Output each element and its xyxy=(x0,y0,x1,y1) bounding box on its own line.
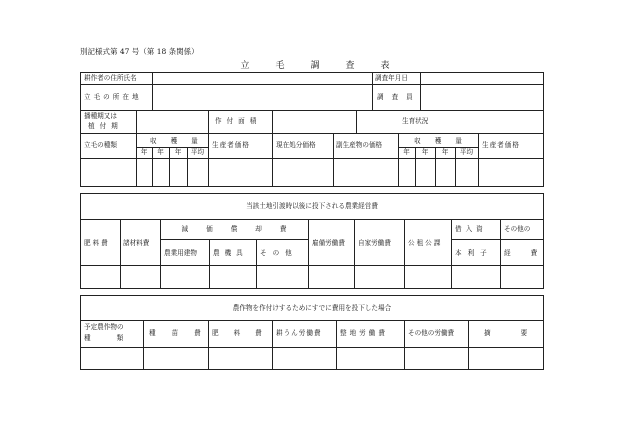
rule xyxy=(468,320,469,369)
hired-labor-label: 雇備労働費 xyxy=(312,239,345,247)
rule xyxy=(120,219,121,288)
materials-cost-label: 諸材料費 xyxy=(123,239,150,247)
average-b: 平均 xyxy=(459,148,474,156)
rule xyxy=(80,110,544,111)
rule xyxy=(272,133,273,186)
survey-date-label: 調査年月日 xyxy=(375,74,408,82)
rule xyxy=(80,288,544,289)
seedling-cost-label: 種苗費 xyxy=(149,329,217,337)
growth-label: 生育状況 xyxy=(402,117,429,125)
other-expenses-label-line2: 経費 xyxy=(504,249,558,257)
rule xyxy=(80,193,544,194)
section2-caption: 当該土地引渡時以後に投下される農業経営費 xyxy=(246,202,378,210)
farm-buildings-label: 農業用建物 xyxy=(164,249,197,257)
rule xyxy=(80,186,544,187)
leveling-labor-label: 整地労働費 xyxy=(340,329,388,337)
rule xyxy=(272,110,273,133)
form-title: 立毛調査表 xyxy=(240,61,416,71)
year-2: 年 xyxy=(157,148,164,156)
producer-price-label-2: 生産者価格 xyxy=(482,141,520,149)
rule xyxy=(80,72,81,186)
year-3: 年 xyxy=(174,148,182,156)
location-label: 立毛の所在地 xyxy=(84,93,142,101)
other-expenses-label-line1: その他の xyxy=(504,225,531,233)
year-1: 年 xyxy=(140,148,148,156)
rule xyxy=(404,320,405,369)
producer-price-label: 生産者価格 xyxy=(212,141,250,149)
disposal-price-label: 現在処分価格 xyxy=(276,141,316,149)
year-3b: 年 xyxy=(441,148,449,156)
summary-label: 摘要 xyxy=(484,329,558,337)
rule xyxy=(80,369,544,370)
planned-crop-label-line2: 種類 xyxy=(84,334,150,342)
rule xyxy=(333,133,334,186)
rule xyxy=(451,239,543,240)
fertilizer-cost-label-3: 肥料費 xyxy=(212,329,277,337)
rule xyxy=(356,110,357,133)
byproduct-price-label: 副生産物の価格 xyxy=(336,141,383,149)
rule xyxy=(208,320,209,369)
rule xyxy=(80,320,544,321)
rule xyxy=(543,72,544,186)
rule xyxy=(500,219,501,288)
rule xyxy=(160,239,308,240)
rule xyxy=(80,133,544,134)
owner-label: 耕作者の住所氏名 xyxy=(84,74,137,82)
rule xyxy=(80,265,544,266)
rule xyxy=(451,219,452,288)
fertilizer-cost-label: 肥料費 xyxy=(84,239,110,247)
depreciation-label: 減価償却費 xyxy=(181,225,305,233)
planned-crop-label-line1: 予定農作物の xyxy=(84,323,124,331)
rule xyxy=(272,320,273,369)
rule xyxy=(404,219,405,288)
planting-label-line2: 植付期 xyxy=(88,122,123,130)
rule xyxy=(80,295,544,296)
borrowed-capital-label: 借入資 xyxy=(455,225,487,233)
section3-caption: 農作物を作付けするためにすでに費用を投下した場合 xyxy=(232,304,392,312)
surveyor-label: 調査員 xyxy=(377,93,421,101)
interest-label: 本利子 xyxy=(455,249,493,257)
rule xyxy=(80,72,544,73)
machinery-label: 農機具 xyxy=(213,249,248,257)
area-label: 作付面積 xyxy=(215,117,262,125)
family-labor-label: 自家労働費 xyxy=(358,239,391,247)
rule xyxy=(308,219,309,288)
plowing-labor-label: 耕うん労働費 xyxy=(276,329,322,337)
planting-label-line1: 播種期又は xyxy=(84,112,117,120)
rule xyxy=(354,219,355,288)
year-2b: 年 xyxy=(421,148,429,156)
rule xyxy=(372,72,373,110)
rule xyxy=(336,320,337,369)
rule xyxy=(80,84,544,85)
rule xyxy=(80,158,544,159)
rule xyxy=(80,219,544,220)
form-number: 別記様式第 47 号（第 18 条関係） xyxy=(80,47,199,56)
rule xyxy=(478,133,479,186)
rule xyxy=(256,239,257,288)
yield-label-2: 収穫量 xyxy=(414,137,476,145)
average: 平均 xyxy=(190,148,205,156)
rule xyxy=(80,347,544,348)
rule xyxy=(420,72,421,110)
crop-type-label: 立毛の種類 xyxy=(84,141,117,149)
yield-label: 収穫量 xyxy=(150,137,212,145)
others-label: その他 xyxy=(260,249,298,257)
rule xyxy=(143,320,144,369)
rule xyxy=(209,239,210,288)
taxes-label: 公租公課 xyxy=(408,239,443,247)
year-1b: 年 xyxy=(403,148,410,156)
rule xyxy=(152,72,153,110)
other-labor-label: その他の労働費 xyxy=(408,329,455,337)
rule xyxy=(208,110,209,186)
